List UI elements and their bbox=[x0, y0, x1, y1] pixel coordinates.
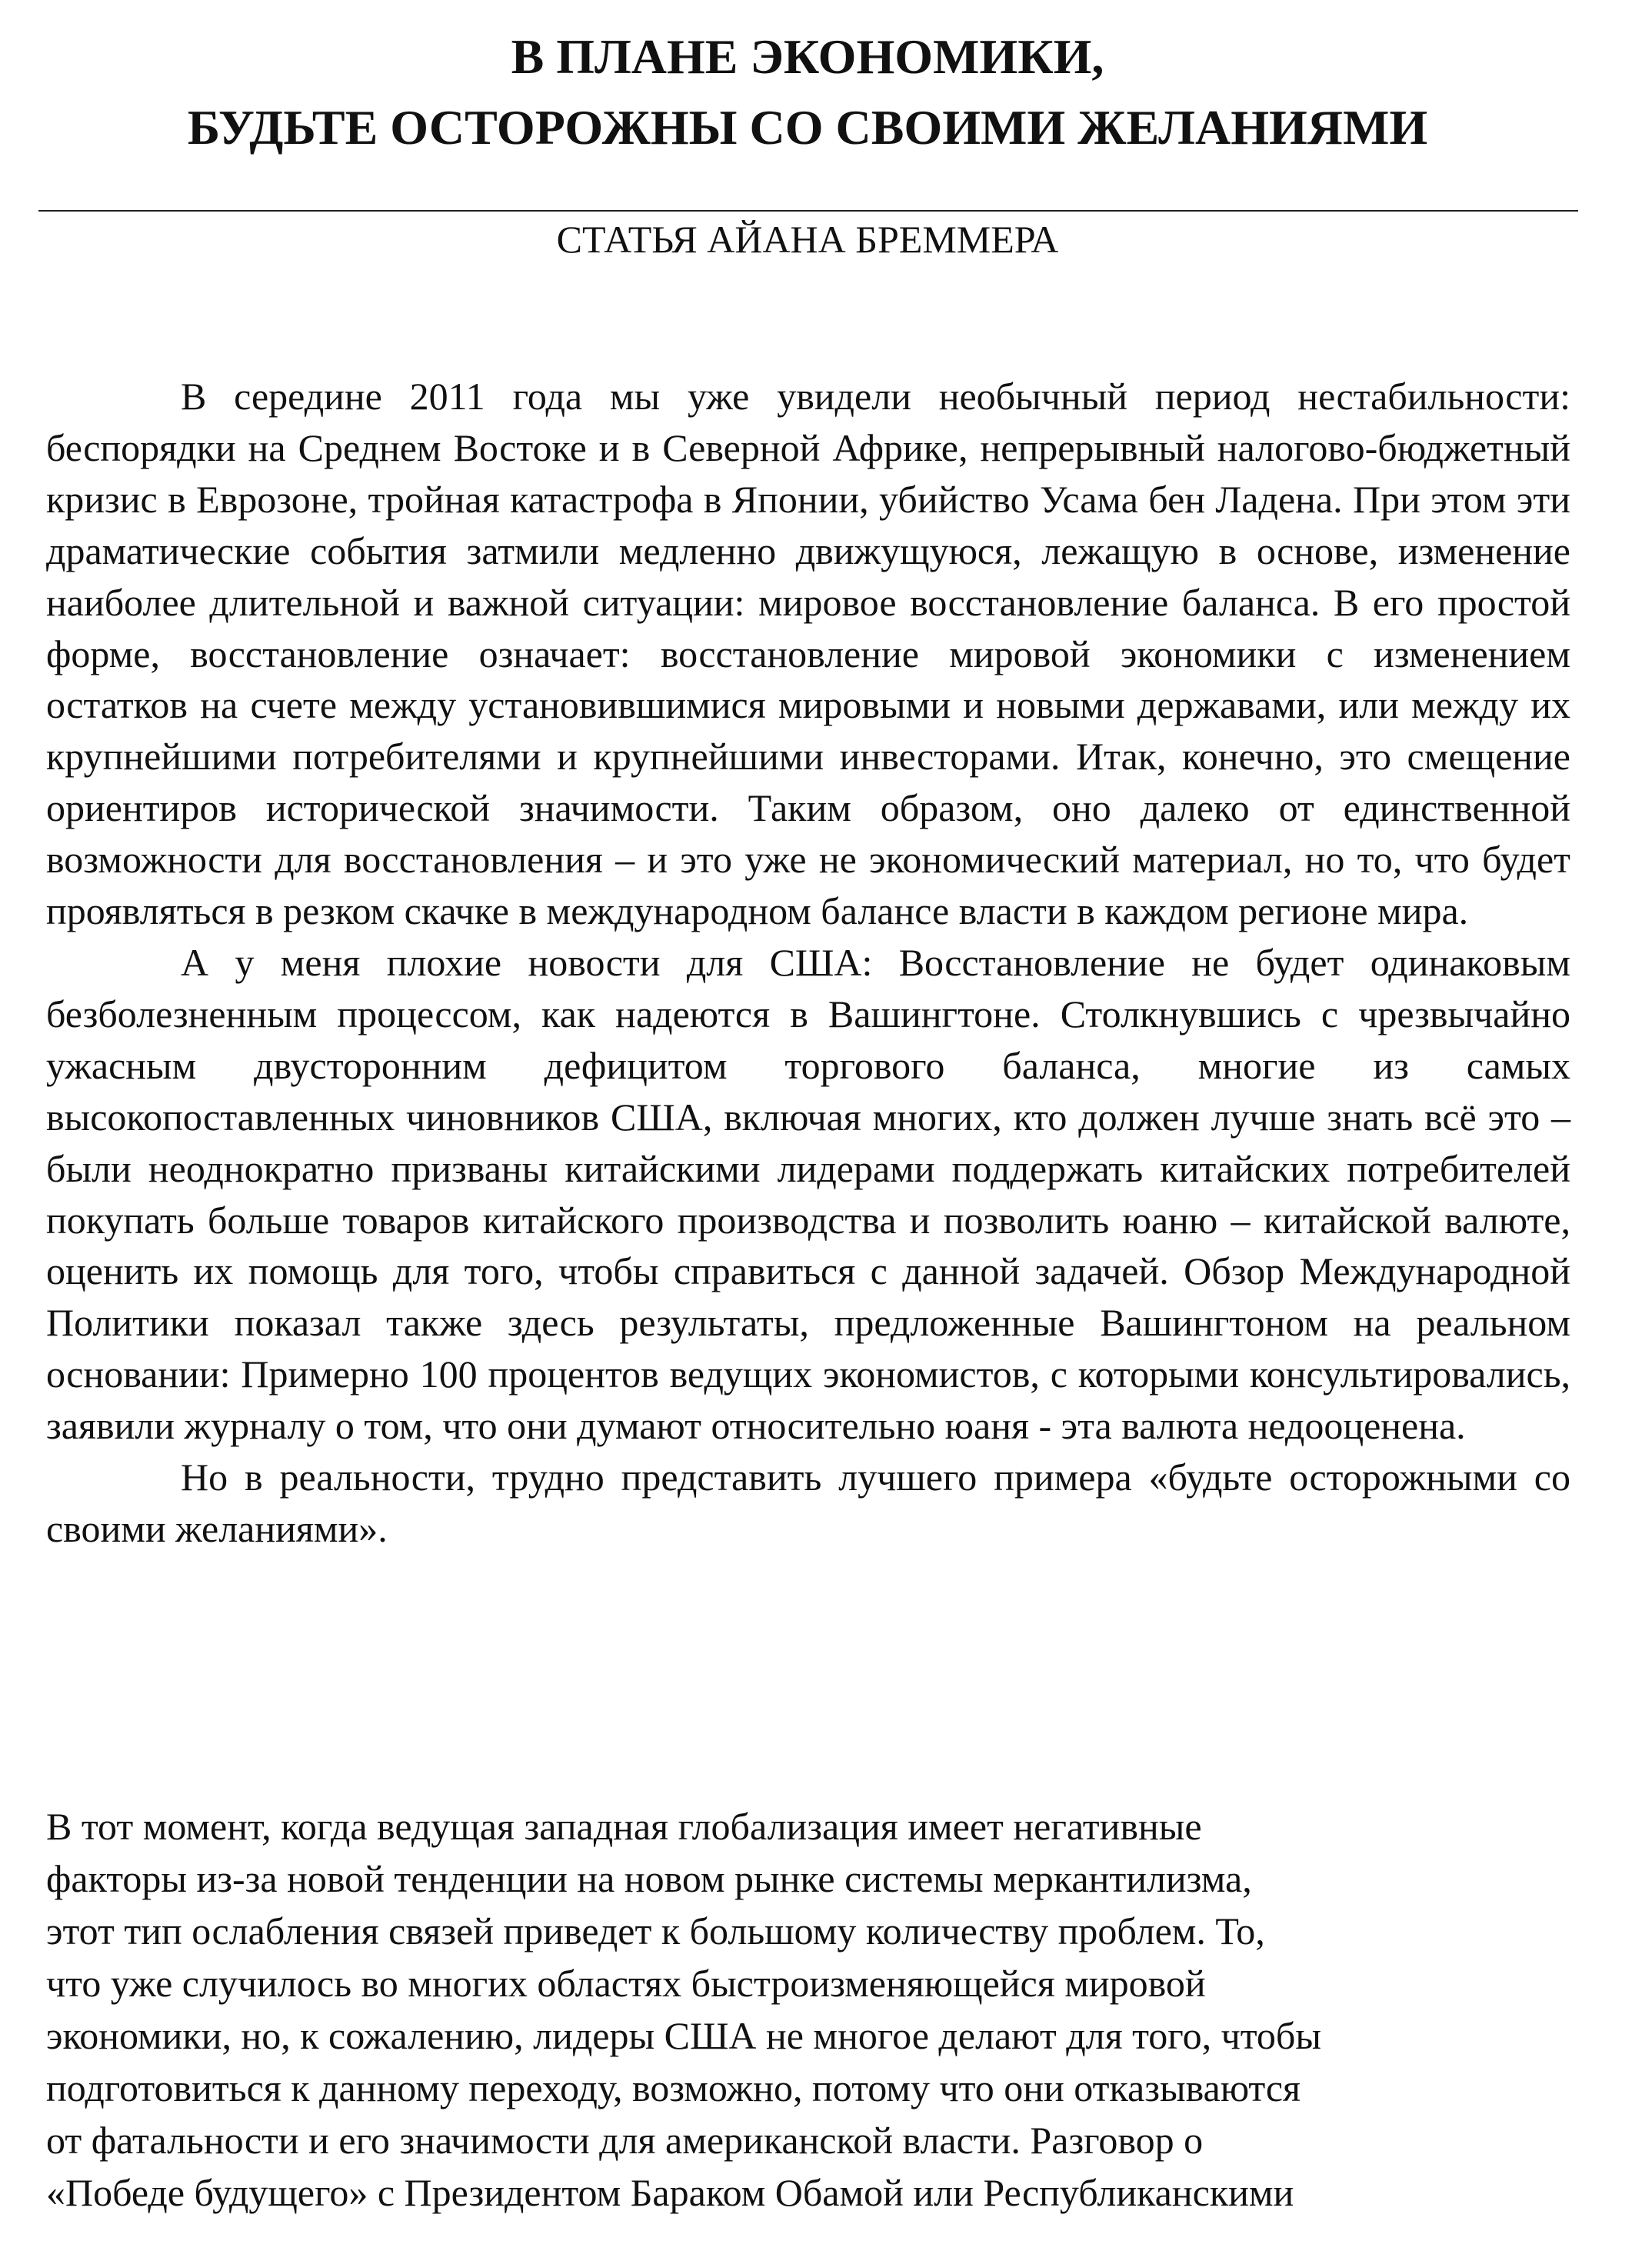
paragraph-2: А у меня плохие новости для США: Восстановление не будет одинаковым безболезненным процессом, как надеются в Вашингтоне. Столкнувшись с чрезвычайно ужасным двусторонним дефицитом торгового баланса, многие из самых высокопоставленных чиновников США, включая многих, кто должен лучше знать всё это – были неоднократно призваны китайскими лидерами поддержать китайских потребителей покупать больше товаров китайского производства и позволить юаню – китайской валюте, оценить их помощь для того, чтобы справиться с данной задачей. Обзор Международной Политики показал также здесь результаты, предложенные Вашингтоном на реальном основании: Примерно 100 процентов ведущих экономистов, с которыми консультировались, заявили журналу о том, что они думают относительно юаня - эта валюта недооценена. bbox=[46, 940, 1570, 1448]
paragraph-4-line: от фатальности и его значимости для американской власти. Разговор о bbox=[46, 2119, 1204, 2162]
paragraph-4 bbox=[46, 1800, 1530, 2219]
paragraph-4-line: экономики, но, к сожалению, лидеры США не многое делают для того, чтобы bbox=[46, 2014, 1321, 2057]
paragraph-4-line: «Победе будущего» с Президентом Бараком Обамой или Республиканскими bbox=[46, 2171, 1294, 2214]
article-title-line-2: БУДЬТЕ ОСТОРОЖНЫ СО СВОИМИ ЖЕЛАНИЯМИ bbox=[187, 100, 1428, 155]
paragraph-4-line: факторы из-за новой тенденции на новом рынке системы меркантилизма, bbox=[46, 1857, 1252, 1900]
article-title-line-1: В ПЛАНЕ ЭКОНОМИКИ, bbox=[511, 29, 1104, 84]
paragraph-4-line: этот тип ослабления связей приведет к большому количеству проблем. То, bbox=[46, 1909, 1265, 1953]
article-byline: СТАТЬЯ АЙАНА БРЕММЕРА bbox=[556, 218, 1059, 261]
paragraph-1: В середине 2011 года мы уже увидели необычный период нестабильности: беспорядки на Среднем Востоке и в Северной Африке, непрерывный налогово-бюджетный кризис в Еврозоне, тройная катастрофа в Японии, убийство Усама бен Ладена. При этом эти драматические события затмили медленно движущуюся, лежащую в основе, изменение наиболее длительной и важной ситуации: мировое восстановление баланса. В его простой форме, восстановление означает: восстановление мировой экономики с изменением остатков на счете между установившимися мировыми и новыми державами, или между их крупнейшими потребителями и крупнейшими инвесторами. Итак, конечно, это смещение ориентиров исторической значимости. Таким образом, оно далеко от единственной возможности для восстановления – и это уже не экономический материал, но то, что будет проявляться в резком скачке в международном балансе власти в каждом регионе мира. bbox=[46, 375, 1570, 933]
article-body bbox=[46, 371, 1570, 1555]
paragraph-4-line: что уже случилось во многих областях быстроизменяющейся мировой bbox=[46, 1962, 1206, 2005]
paragraph-4-line: В тот момент, когда ведущая западная глобализация имеет негативные bbox=[46, 1805, 1202, 1848]
title-divider bbox=[38, 210, 1578, 212]
paragraph-3: Но в реальности, трудно представить лучшего примера «будьте осторожными со своими желаниями». bbox=[46, 1456, 1570, 1550]
paragraph-4-line: подготовиться к данному переходу, возможно, потому что они отказываются bbox=[46, 2066, 1301, 2109]
article-title bbox=[0, 22, 1615, 163]
